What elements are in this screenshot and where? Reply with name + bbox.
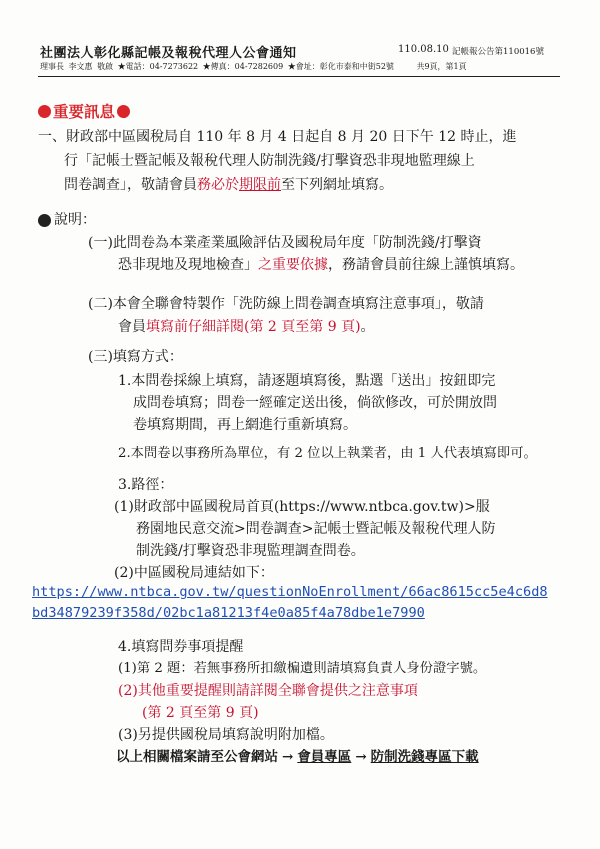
arrow-right-icon: → [282,749,294,765]
header-divider [38,76,560,77]
method1-line2: 成問卷填寫；問卷一經確定送出後，倘欲修改，可於開放問 [133,395,497,411]
red-bullet-icon [117,105,130,118]
section2-line1: (二)本會全聯會特製作「洗防線上問卷調查填寫注意事項」，敬請 [88,296,484,312]
method4-title: 4.填寫問券事項提醒 [118,639,244,655]
item1-line1: 一、財政部中區國稅局自 110 年 8 月 4 日起自 8 月 20 日下午 12 時止，進 [38,129,517,145]
method3-title: 3.路徑： [118,477,174,493]
item1-line3 [64,178,393,192]
download-instruction [116,751,479,765]
download-text: 以上相關檔案請至公會網站 [116,749,278,765]
red-bullet-icon [38,105,51,118]
survey-url-line2[interactable]: bd34879239f358d/02bc1a81213f4e0a85f4a78dbe1e7990 [32,605,425,621]
contact-info: 理事長 李文惠 敬啟 ★電話：04-7273622 ★傳真：04-7282609 ★會址：彰化市泰和中街52號 [40,62,394,71]
member-area-link: 會員專區 [297,749,352,765]
important-label: 重要訊息 [53,102,116,121]
path1-line3: 制洗錢/打擊資恐非現監理調查問卷。 [136,543,365,559]
section2-text: 會員 [118,319,146,335]
section1-line2 [118,258,524,272]
notice-doc-number: 記帳報公告第110016號 [452,47,544,57]
reminder2-line2: (第 2 頁至第 9 頁) [142,705,259,721]
notice-date: 110.08.10 [398,44,449,55]
section2-line2 [118,320,375,334]
section1-line1: (一)此問卷為本業產業風險評估及國稅局年度「防制洗錢/打擊資 [88,235,482,251]
deadline-emphasis: 務必於 [197,177,239,193]
reminder3: (3)另提供國稅局填寫說明附加檔。 [118,727,334,743]
method1-line1: 1.本問卷採線上填寫，請逐題填寫後，點選「送出」按鈕即完 [118,373,496,389]
section2-text-end: 。 [360,319,375,335]
method1-line3: 卷填寫期間，再上網進行重新填寫。 [133,417,357,433]
section2-emphasis: 填寫前仔細詳閱(第 2 頁至第 9 頁) [146,319,361,335]
item1-text-end: 至下列網址填寫。 [281,177,393,193]
reminder1: (1)第 2 題：若無事務所扣繳楄遺則請填寫負責人身份證字號。 [118,661,487,676]
black-bullet-icon [38,214,51,227]
item1-text: 問卷調查」，敬請會員 [64,177,197,193]
method2: 2.本問卷以事務所為單位，有 2 位以上執業者，由 1 人代表填寫即可。 [118,446,537,461]
explain-heading [38,213,96,227]
aml-area-link: 防制洗錢專區下載 [370,749,479,765]
page-info: 共9頁，第1頁 [416,62,467,71]
org-title: 社團法人彰化縣記帳及報稅代理人公會通知 [40,46,297,61]
section1-text-end: ，務請會員前往線上謹慎填寫。 [328,257,524,273]
item1-line2: 行「記帳士暨記帳及報稅代理人防制洗錢/打擊資恐非現地監理線上 [64,153,475,169]
section1-text: 恐非現地及現地檢查」 [118,257,258,273]
important-heading [38,100,130,122]
section1-emphasis: 之重要依據 [258,257,328,273]
path2: (2)中區國稅局連結如下： [114,565,274,581]
arrow-right-icon: → [355,749,367,765]
section3-title: (三)填寫方式： [88,349,183,365]
contact-info-line [40,61,467,72]
path1-line2: 務園地民意交流>問卷調查>記帳士暨記帳及報稅代理人防 [136,521,496,537]
survey-url-line1[interactable]: https://www.ntbca.gov.tw/questionNoEnrollment/66ac8615cc5e4c6d8 [32,584,548,600]
explain-label: 說明： [54,212,96,228]
reminder2-line1: (2)其他重要提醒則請詳閱全聯會提供之注意事項 [118,683,418,699]
deadline-emphasis-underlined: 期限前 [239,177,281,193]
path1-line1: (1)財政部中區國稅局首頁(https://www.ntbca.gov.tw)>服 [114,499,490,515]
